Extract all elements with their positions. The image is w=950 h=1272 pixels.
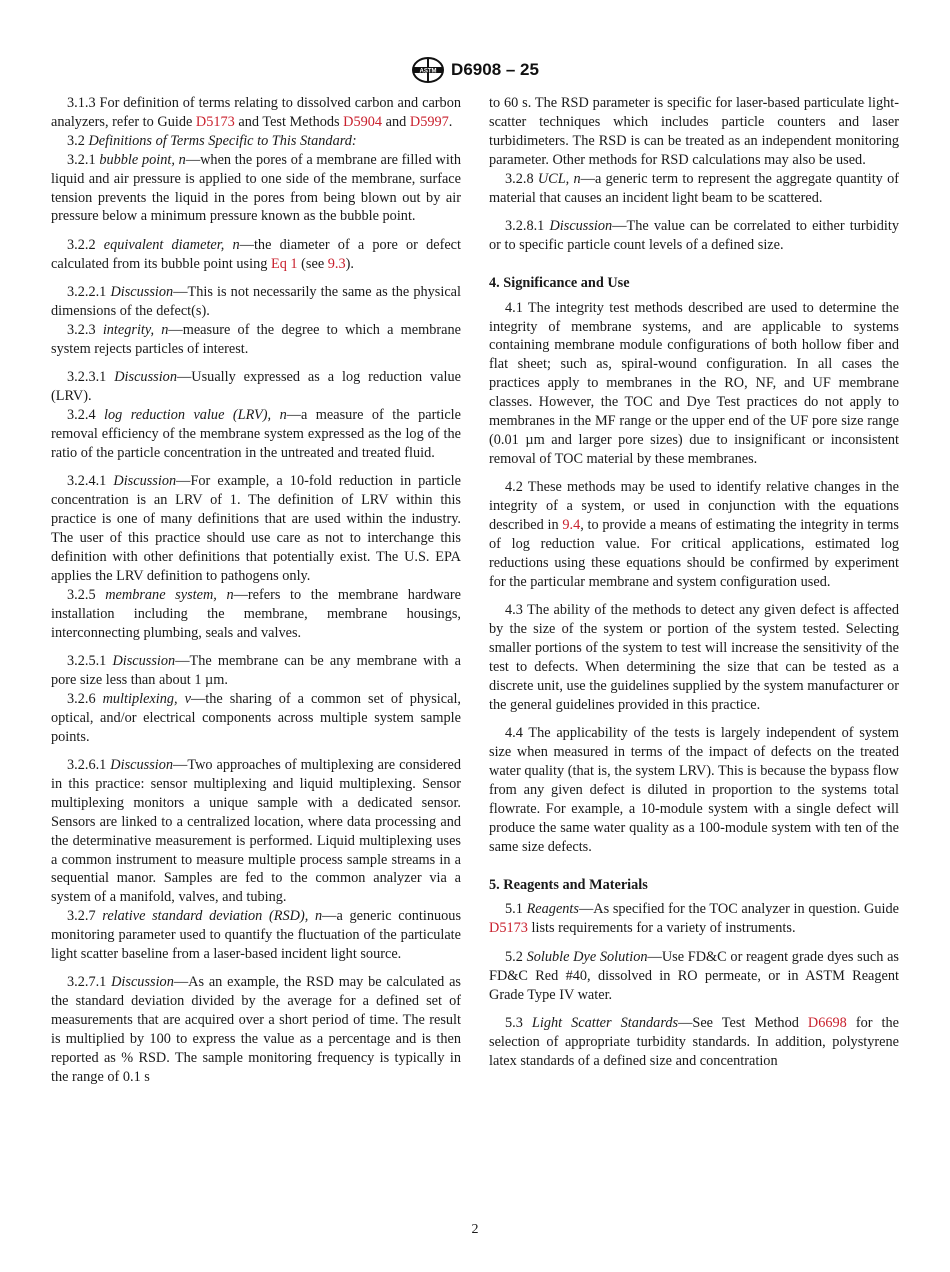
para-3-2: 3.2 Definitions of Terms Specific to This Standard: — [67, 132, 357, 149]
para-3-2-2: 3.2.2 equivalent diameter, n—the diameter of a pore or defect calculated from its bubble point using Eq 1 (see 9.3). — [51, 236, 461, 272]
astm-logo-icon — [411, 56, 445, 84]
para-3-1-3: 3.1.3 For definition of terms relating to dissolved carbon and carbon analyzers, refer to Guide D5173 and Test Methods D5904 and D5997. — [51, 95, 461, 130]
section-5-heading: 5. Reagents and Materials — [489, 876, 648, 893]
para-3-2-3-1: 3.2.3.1 Discussion—Usually expressed as a log reduction value (LRV). — [51, 369, 461, 405]
svg-text:ASTM: ASTM — [419, 68, 437, 75]
para-3-2-7-1: 3.2.7.1 Discussion—As an example, the RSD may be calculated as the standard deviation divided by the average for a defined set of measurements that are acquired over a short period of time. The result is multiplied by 100 to express the value as a percentage and is then reported as % RSD. The sample monitoring frequency is typically in the range of 0.1 s — [51, 974, 461, 1085]
para-3-2-4: 3.2.4 log reduction value (LRV), n—a measure of the particle removal efficiency of the membrane system expressed as the log of the ratio of the particle concentration in the untreated and treated fluid. — [51, 407, 461, 461]
para-3-2-8-1: 3.2.8.1 Discussion—The value can be correlated to either turbidity or to specific particle count levels of a defined size. — [489, 217, 899, 253]
para-3-2-3: 3.2.3 integrity, n—measure of the degree to which a membrane system rejects particles of interest. — [51, 321, 462, 357]
page-header — [0, 55, 950, 85]
right-column — [489, 94, 899, 1071]
para-3-2-7: 3.2.7 relative standard deviation (RSD), n—a generic continuous monitoring parameter used to quantify the fluctuation of the particulate light scatter baseline from a laser-based incident light source. — [51, 908, 462, 963]
para-3-2-7-1-continued: to 60 s. The RSD parameter is specific for laser-based particulate light-scatter techniques which includes particle counters and laser turbidimeters. The RSD is can be treated as an independent monitoring parameter. Other methods for RSD calculations may also be used. — [489, 95, 899, 168]
para-3-2-2-1: 3.2.2.1 Discussion—This is not necessarily the same as the physical dimensions of the defect(s). — [51, 284, 461, 320]
para-4-1: 4.1 The integrity test methods described are used to determine the integrity of membrane systems, and are applicable to systems containing membrane module configurations of both hollow fiber and flat sheet; such as, spiral-wound configuration. In all cases the practices apply to membranes in the RO, NF, and UF membrane classes. However, the TOC and Dye Test practices do not apply to membranes in the MF range or the upper end of the UF pore size range (0.01 µm and larger pore sizes) due to insignificant or inconsistent removal of TOC material by these membranes. — [489, 299, 899, 467]
section-4-heading: 4. Significance and Use — [489, 274, 630, 291]
left-column — [51, 94, 461, 1087]
para-5-1: 5.1 Reagents—As specified for the TOC analyzer in question. Guide D5173 lists requirements for a variety of instruments. — [489, 901, 899, 937]
link-9-4[interactable]: 9.4 — [562, 517, 581, 534]
link-d5997[interactable]: D5997 — [409, 113, 449, 130]
para-4-2: 4.2 These methods may be used to identify relative changes in the integrity of a system, or used in conjunction with the equations described in 9.4, to provide a means of estimating the integrity in terms of log reduction value. For critical applications, estimated log reductions using these equations should be confirmed by experiment for the particular membrane and system configuration used. — [489, 479, 899, 590]
link-d5173[interactable]: D5173 — [195, 113, 235, 130]
para-3-2-1: 3.2.1 bubble point, n—when the pores of a membrane are filled with liquid and air pressure is applied to one side of the membrane, surface tension prevents the liquid in the pores from being blown out by air pressure below a minimum pressure known as the bubble point. — [51, 151, 461, 225]
link-d5904[interactable]: D5904 — [343, 113, 383, 130]
para-3-2-6-1: 3.2.6.1 Discussion—Two approaches of multiplexing are considered in this practice: sensor multiplexing and liquid multiplexing. Sensor multiplexing monitors a unique sample with a dedicated sensor. Sensors are linked to a centralized location, where data processing and the determinative measurement is performed. Liquid multiplexing uses a common instrument to measure multiple process sample streams in a sequential manor. Samples are fed to the common analyzer via a system of a manifold, valves, and tubing. — [51, 757, 461, 906]
para-4-3: 4.3 The ability of the methods to detect any given defect is affected by the size of the system or portion of the system tested. Selecting smaller portions of the system to test will increase the sensitivity of the test to defects. When determining the size that can be tested as a discrete unit, use the guidelines supplied by the system manufacturer or the general guidelines provided in this practice. — [489, 602, 899, 713]
para-3-2-4-1: 3.2.4.1 Discussion—For example, a 10-fold reduction in particle concentration is an LRV of 1. The definition of LRV within this practice is one of many definitions that are used within the industry. The user of this practice should use care as not to interchange this definition with other definitions that potentially exist. The U.S. EPA applies the LRV definition to pathogens only. — [51, 473, 462, 584]
link-9-3[interactable]: 9.3 — [327, 255, 346, 272]
para-4-4: 4.4 The applicability of the tests is largely independent of system size when measured in terms of the impact of defects on the treated water quality (that is, the system LRV). This is because the bypass flow from any given defect is diluted in proportion to the systems total flowrate. For example, a 10-module system with a single defect will produce the same water quality as a 100-module system with ten of the same size defects. — [489, 725, 899, 855]
para-5-3: 5.3 Light Scatter Standards—See Test Method D6698 for the selection of appropriate turbidity standards. In addition, polystyrene latex standards of a defined size and concentration — [489, 1014, 899, 1069]
para-3-2-6: 3.2.6 multiplexing, v—the sharing of a common set of physical, optical, and/or electrical components across multiple system sample points. — [51, 690, 461, 745]
para-5-2: 5.2 Soluble Dye Solution—Use FD&C or reagent grade dyes such as FD&C Red #40, dissolved in RO permeate, or in ASTM Reagent Grade Type IV water. — [489, 948, 899, 1003]
designation: D6908 – 25 — [451, 60, 539, 79]
page-number: 2 — [471, 1222, 479, 1237]
para-3-2-5: 3.2.5 membrane system, n—refers to the membrane hardware installation including the membrane, membrane housings, interconnecting plumbing, seals and valves. — [51, 586, 461, 641]
para-3-2-5-1: 3.2.5.1 Discussion—The membrane can be any membrane with a pore size less than about 1 µm. — [51, 652, 461, 688]
link-d5173-2[interactable]: D5173 — [489, 920, 528, 937]
link-d6698[interactable]: D6698 — [807, 1014, 847, 1031]
para-3-2-8: 3.2.8 UCL, n—a generic term to represent the aggregate quantity of material that causes an incident light beam to be scattered. — [489, 170, 900, 206]
link-eq-1[interactable]: Eq 1 — [270, 255, 298, 272]
